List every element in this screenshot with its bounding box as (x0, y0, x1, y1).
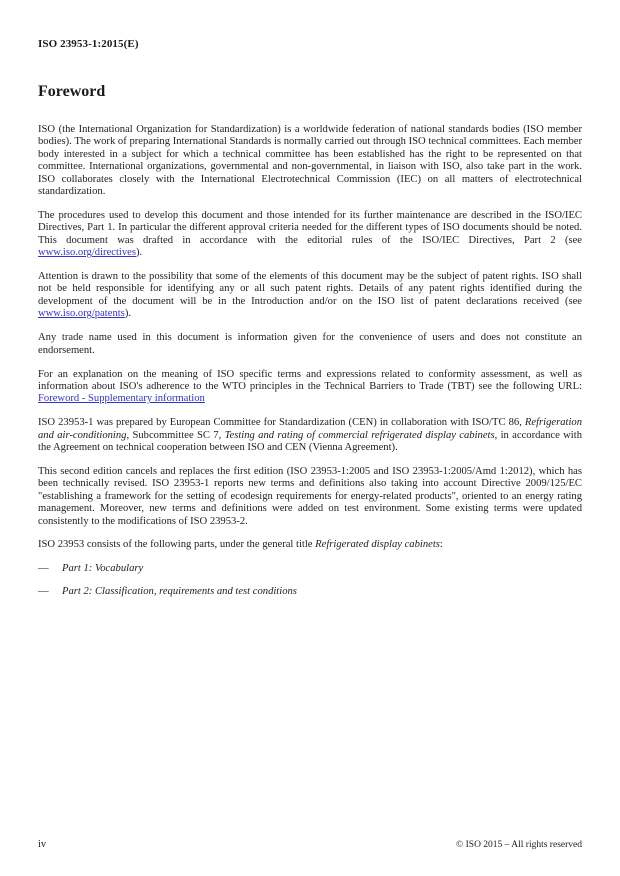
text-run: Any trade name used in this document is information given for the convenience of users and does not constitute an endorsement. (38, 332, 582, 356)
list-item-text (62, 586, 297, 597)
page-title: Foreword (38, 83, 106, 100)
paragraph (38, 271, 582, 321)
italic-text: Part 2: Classification, requirements and test conditions (62, 586, 297, 598)
list-item-text (62, 563, 143, 574)
page-footer (38, 839, 582, 850)
parts-list (38, 563, 582, 598)
copyright-notice: © ISO 2015 – All rights reserved (456, 840, 582, 850)
page-content (38, 0, 582, 609)
text-run: The procedures used to develop this document and those intended for its further maintenance are described in the ISO/IEC Directives, Part 1. In particular the different approval criteria needed for the different types of ISO documents should be noted. This document was drafted in accordance with the editorial rules of the ISO/IEC Directives, Part 2 (see (38, 209, 582, 246)
paragraph (38, 369, 582, 406)
list-item (38, 563, 582, 575)
hyperlink[interactable]: Foreword - Supplementary information (38, 393, 205, 405)
text-run: Attention is drawn to the possibility that some of the elements of this document may be the subject of patent rights. ISO shall not be held responsible for identifying any or all such patent rights. Details of any patent rights identified during the development of the document will be in the Introduction and/or on the ISO list of patent declarations received (see (38, 271, 582, 307)
text-run: , Subcommittee SC 7, (126, 429, 225, 441)
paragraph (38, 124, 582, 198)
paragraph (38, 210, 582, 260)
list-item (38, 586, 582, 598)
text-run: ISO 23953 consists of the following parts, under the general title (38, 539, 316, 551)
text-run: : (439, 539, 443, 551)
italic-text: Refrigeration and air-conditioning (38, 417, 582, 441)
hyperlink[interactable]: www.iso.org/patents (38, 308, 125, 320)
text-run: , in accordance with the Agreement on technical cooperation between ISO and CEN (Vienna Agreement). (38, 429, 582, 454)
paragraph (38, 417, 582, 454)
text-run: This second edition cancels and replaces the first edition (ISO 23953-1:2005 and ISO 23953-1:2005/Amd 1:2012), which has been technically revised. ISO 23953-1 reports new terms and definitions also taking into account Directive 2009/125/EC "establishing a framework for the setting of ecodesign requirements for energy-related products", oriented to an energy rating management. Moreover, new terms and definitions were added on test environment. Some existing terms were updated consistently to the modifications of ISO 23953-2. (38, 465, 582, 527)
list-dash: — (38, 563, 49, 575)
paragraph (38, 466, 582, 528)
list-dash: — (38, 586, 49, 598)
paragraph (38, 539, 582, 551)
document-reference-header: ISO 23953-1:2015(E) (38, 38, 139, 50)
text-run: For an explanation on the meaning of ISO specific terms and expressions related to conformity assessment, as well as information about ISO's adherence to the WTO principles in the Technical Barriers to Trade (TBT) see the following URL: (38, 368, 582, 392)
hyperlink[interactable]: www.iso.org/directives (38, 247, 136, 259)
italic-text: Part 1: Vocabulary (62, 563, 144, 575)
paragraph (38, 332, 582, 357)
text-run: ). (124, 308, 131, 320)
body-text (38, 124, 582, 599)
page-number: iv (38, 839, 47, 850)
italic-text: Refrigerated display cabinets (315, 539, 440, 551)
text-run: ISO (the International Organization for Standardization) is a worldwide federation of national standards bodies (ISO member bodies). The work of preparing International Standards is normally carried out through ISO technical committees. Each member body interested in a subject for which a technical committee has been established has the right to be represented on that committee. International organizations, governmental and non-governmental, in liaison with ISO, also take part in the work. ISO collaborates closely with the International Electrotechnical Commission (IEC) on all matters of electrotechnical standardization. (38, 124, 582, 198)
text-run: ISO 23953-1 was prepared by European Committee for Standardization (CEN) in collaboration with ISO/TC 86, (38, 417, 525, 429)
text-run: ). (135, 247, 143, 259)
italic-text: Testing and rating of commercial refrigerated display cabinets (224, 429, 495, 441)
